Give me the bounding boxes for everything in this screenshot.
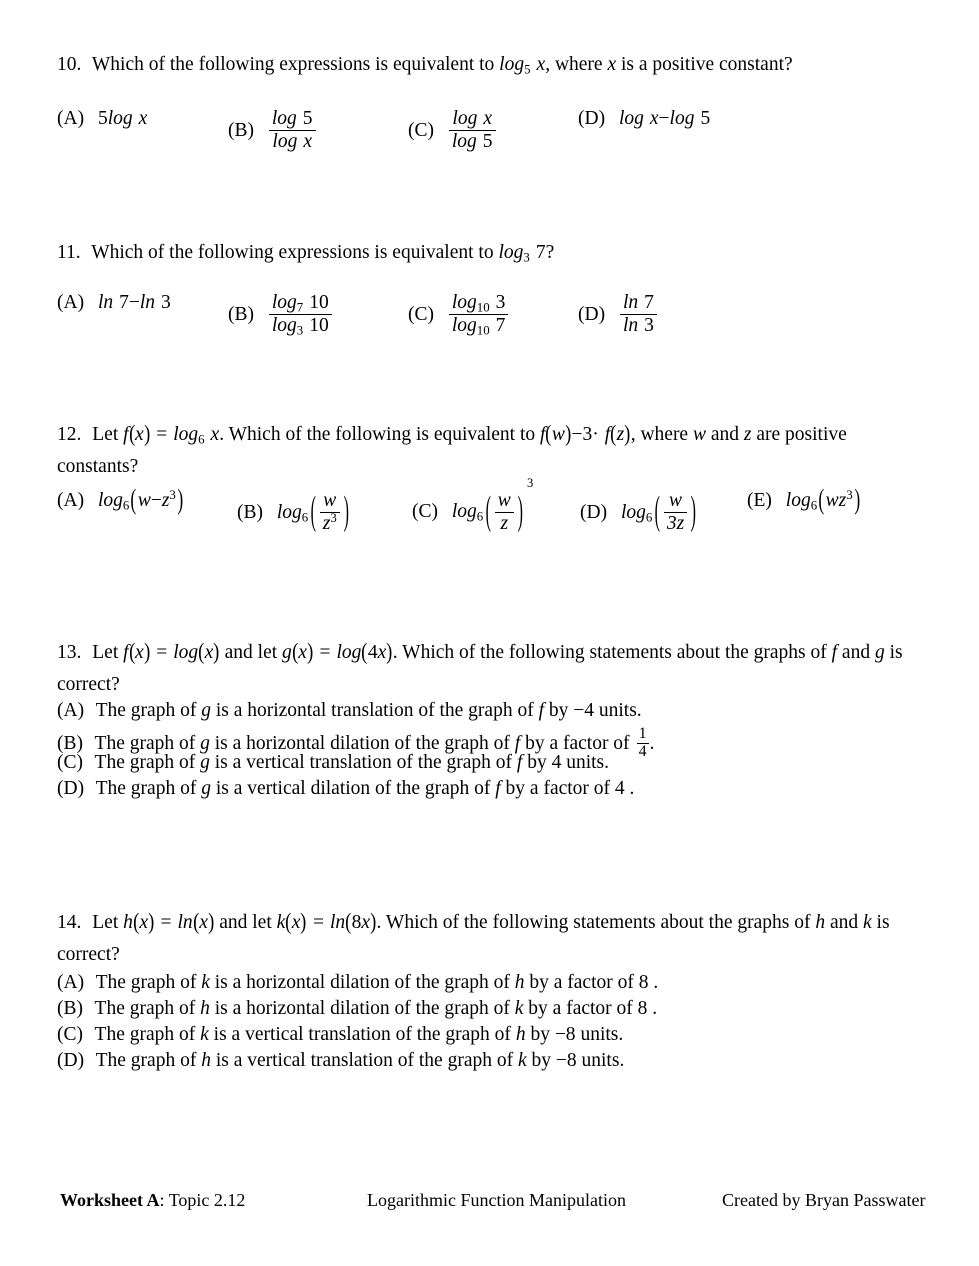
question-14-stem-tail: is <box>876 912 890 933</box>
footer-author: Created by Bryan Passwater <box>722 1190 926 1210</box>
choice-var-1: g <box>201 778 211 799</box>
question-13-and: and <box>841 642 871 663</box>
choice-value: −4 <box>573 700 594 721</box>
choice-text-4: units. <box>598 700 642 721</box>
choice-var-2: h <box>515 1024 526 1045</box>
choice-expression: $\log_6$ ( $\frac{w}{3z}$ ) <box>620 490 697 534</box>
choice-var-2: f <box>495 778 501 799</box>
choice-text-3: by <box>527 752 547 773</box>
choice-fraction: $\frac{1}{4}$ <box>638 725 647 760</box>
question-14-var-h: h <box>815 912 826 933</box>
question-12-stem-line2: constants? <box>57 456 139 477</box>
question-13-stem-mid: and let <box>224 642 278 663</box>
choice-var-2: k <box>514 998 524 1019</box>
choice-text-1: The graph of <box>95 1050 197 1071</box>
question-14-stem-mid: and let <box>219 912 272 933</box>
choice-text-1: The graph of <box>95 972 197 993</box>
choice-text-1: The graph of <box>94 1024 196 1045</box>
choice-text-2: is a vertical translation of the graph of <box>214 752 513 773</box>
question-14-choice-a[interactable] <box>57 972 658 994</box>
choice-text-4: . <box>653 972 659 993</box>
question-13-choice-c[interactable] <box>57 752 609 774</box>
choice-text-1: The graph of <box>94 998 196 1019</box>
question-14-stem-line2: correct? <box>57 944 120 965</box>
question-12-choice-b[interactable] <box>237 490 351 535</box>
choice-value: 8 <box>638 972 649 993</box>
choice-label: (A) <box>57 108 85 129</box>
page-footer <box>0 1190 979 1218</box>
choice-label: (C) <box>57 1024 83 1045</box>
question-12-stem-mid: . Which of the following is equivalent to <box>219 424 536 445</box>
question-12-expression: f(w)−3· f(z) <box>540 422 631 447</box>
choice-text-2: is a horizontal dilation of the graph of <box>214 998 510 1019</box>
choice-label: (B) <box>237 502 263 524</box>
choice-label: (E) <box>747 490 772 511</box>
choice-text-2: is a horizontal dilation of the graph of <box>214 972 510 993</box>
question-14-def-h: h(x) = ln(x) <box>123 910 215 935</box>
question-13-var-g: g <box>874 642 885 663</box>
choice-text-2: is a vertical translation of the graph of <box>213 1024 511 1045</box>
question-12-choice-e[interactable] <box>747 485 861 516</box>
question-12-and: and <box>710 424 740 445</box>
question-11-stem-tail: ? <box>545 242 555 263</box>
question-11-choice-c[interactable] <box>408 292 509 337</box>
question-10-choice-b[interactable] <box>228 108 317 153</box>
choice-text-3: by <box>531 1050 552 1071</box>
choice-text-4: . <box>629 778 635 799</box>
question-14-stem-mid2: . Which of the following statements about the graphs of <box>376 912 811 933</box>
question-13-stem <box>57 638 907 668</box>
question-13-choice-a[interactable] <box>57 700 642 722</box>
footer-worksheet-label: Worksheet A <box>60 1190 160 1210</box>
choice-value: 8 <box>637 998 648 1019</box>
question-12-stem-mid2: , where <box>630 424 689 445</box>
choice-var-2: f <box>538 700 544 721</box>
choice-value: 4 <box>614 778 625 799</box>
choice-expression: $\frac{\log 5}{\text{log x}}$ <box>268 120 317 141</box>
choice-label: (C) <box>412 500 438 522</box>
choice-text-4: . <box>652 998 658 1019</box>
choice-label: (D) <box>578 108 606 129</box>
choice-var-2: f <box>514 733 521 755</box>
choice-text-1: The graph of <box>94 733 196 755</box>
choice-var-2: f <box>516 752 523 773</box>
choice-value: 4 <box>551 752 562 773</box>
choice-var-1: h <box>200 998 210 1019</box>
choice-label: (B) <box>228 120 254 142</box>
choice-text-4: units. <box>566 752 610 773</box>
choice-label: (D) <box>578 304 606 326</box>
question-11-stem-lead: Which of the following expressions is equivalent to <box>91 242 494 263</box>
question-13-number: 13. <box>57 642 82 663</box>
question-10-number: 10. <box>57 54 82 75</box>
choice-var-1: h <box>201 1050 211 1071</box>
choice-label: (A) <box>57 292 85 313</box>
question-11-number: 11. <box>57 242 81 263</box>
choice-expression: $\log_6$ ( $\frac{w}{z}$ ) 3 <box>451 476 534 534</box>
choice-label: (D) <box>580 502 608 524</box>
choice-label: (A) <box>57 700 85 721</box>
choice-value: −8 <box>554 1024 576 1045</box>
choice-text-3: by <box>530 1024 550 1045</box>
choice-var-1: k <box>200 1024 209 1045</box>
choice-expression: $\frac{\text{log x}}{\log 5}$ <box>448 120 497 141</box>
choice-expression: $\frac{\log_7 10}{\log_3 10}$ <box>268 304 333 325</box>
choice-var-1: g <box>201 700 211 721</box>
choice-text-4: units. <box>580 1024 624 1045</box>
choice-text-4: . <box>649 733 655 755</box>
choice-label: (C) <box>57 752 83 773</box>
question-13-choice-d[interactable] <box>57 778 634 800</box>
choice-text-1: The graph of <box>94 752 196 773</box>
question-13-def-f: f(x) = log(x) <box>123 640 220 665</box>
question-13-def-g: g(x) = log(4x) <box>282 640 393 665</box>
choice-label: (D) <box>57 1050 85 1071</box>
choice-label: (B) <box>228 304 254 326</box>
question-10-stem-lead: Which of the following expressions is equivalent to <box>91 54 495 75</box>
question-12-stem-tail: are positive <box>756 424 847 445</box>
question-13-stem-tail: is <box>889 642 903 663</box>
choice-var-1: g <box>200 752 210 773</box>
choice-label: (A) <box>57 490 85 511</box>
question-14-and: and <box>829 912 859 933</box>
question-13-var-f: f <box>831 642 838 663</box>
choice-expression: 5log x <box>97 108 148 129</box>
choice-text-3: by a factor of <box>529 972 634 993</box>
question-10-choice-a[interactable] <box>57 108 147 130</box>
choice-expression: $\frac{\ln 7}{\ln 3}$ <box>619 304 658 325</box>
question-11-choice-b[interactable] <box>228 292 333 337</box>
choice-text-3: by a factor of <box>528 998 633 1019</box>
choice-label: (D) <box>57 778 85 799</box>
question-13-stem-mid2: . Which of the following statements about the graphs of <box>392 642 827 663</box>
question-14-def-k: k(x) = ln(8x) <box>276 910 377 935</box>
footer-left <box>60 1190 245 1211</box>
choice-text-2: is a vertical translation of the graph of <box>215 1050 514 1071</box>
choice-expression: $\log_6(w-z^3)$ <box>97 485 184 516</box>
choice-label: (C) <box>408 120 434 142</box>
question-10-stem-mid: , where <box>545 54 603 75</box>
question-12-number: 12. <box>57 424 82 445</box>
question-13-stem-line2: correct? <box>57 674 120 695</box>
question-10-stem-tail: is a positive constant? <box>620 54 793 75</box>
question-14-var-k: k <box>863 912 872 933</box>
question-12-stem-lead: Let <box>92 424 119 445</box>
question-12-choice-a[interactable] <box>57 485 184 516</box>
question-12-var-z: z <box>743 424 752 445</box>
question-12-choice-d[interactable] <box>580 490 699 535</box>
question-12-stem <box>57 420 887 450</box>
footer-title: Logarithmic Function Manipulation <box>367 1190 626 1210</box>
choice-text-4: units. <box>581 1050 625 1071</box>
question-14-choice-c[interactable] <box>57 1024 623 1046</box>
question-11-expression: $\log_3 7$ <box>498 242 546 265</box>
choice-label: (C) <box>408 304 434 326</box>
question-14-choice-d[interactable] <box>57 1050 624 1072</box>
choice-text-2: is a horizontal dilation of the graph of <box>214 733 510 755</box>
choice-var-2: h <box>514 972 525 993</box>
choice-var-1: k <box>201 972 210 993</box>
choice-expression: $\log_6$ ( $\frac{w}{z^3}$ ) <box>276 490 349 534</box>
choice-text-3: by a factor of <box>505 778 611 799</box>
choice-value: −8 <box>555 1050 577 1071</box>
choice-text-3: by a factor of <box>525 733 630 755</box>
choice-text-1: The graph of <box>95 700 197 721</box>
question-11-choice-d[interactable] <box>578 292 658 337</box>
question-12-var-w: w <box>692 424 706 445</box>
choice-label: (A) <box>57 972 85 993</box>
question-10-expression: $\log_5 x$ <box>499 54 546 77</box>
question-12-definition: $f(x) = \log_6 x$ <box>123 422 220 447</box>
question-11-choice-a[interactable] <box>57 292 171 314</box>
question-10-stem <box>57 50 865 80</box>
question-13-stem-lead: Let <box>92 642 119 663</box>
question-11-stem <box>57 238 865 268</box>
choice-var-1: g <box>200 733 210 755</box>
choice-expression: $\frac{\log_{10} 3}{\log_{10} 7}$ <box>448 304 510 325</box>
footer-topic: : Topic 2.12 <box>159 1190 246 1210</box>
question-14-number: 14. <box>57 912 82 933</box>
choice-expression: $\log_6(wz^3)$ <box>785 485 860 516</box>
question-11-choices <box>57 292 957 352</box>
choice-expression: ln 7−ln 3 <box>97 292 171 313</box>
choice-text-2: is a horizontal translation of the graph of <box>215 700 534 721</box>
question-10-choice-c[interactable] <box>408 108 497 153</box>
choice-text-1: The graph of <box>95 778 197 799</box>
choice-expression: log x−log 5 <box>618 108 711 129</box>
choice-label: (B) <box>57 733 83 755</box>
choice-label: (B) <box>57 998 83 1019</box>
choice-text-2: is a vertical dilation of the graph of <box>215 778 491 799</box>
question-10-choices <box>57 108 957 168</box>
question-10-var2: x <box>607 54 617 75</box>
question-14-choice-b[interactable] <box>57 998 657 1020</box>
choice-text-3: by <box>548 700 569 721</box>
question-14-stem <box>57 908 907 938</box>
question-12-choices <box>57 476 957 552</box>
choice-var-2: k <box>517 1050 527 1071</box>
question-12-choice-c[interactable] <box>412 476 534 535</box>
question-10-choice-d[interactable] <box>578 108 710 130</box>
question-14-stem-lead: Let <box>92 912 119 933</box>
